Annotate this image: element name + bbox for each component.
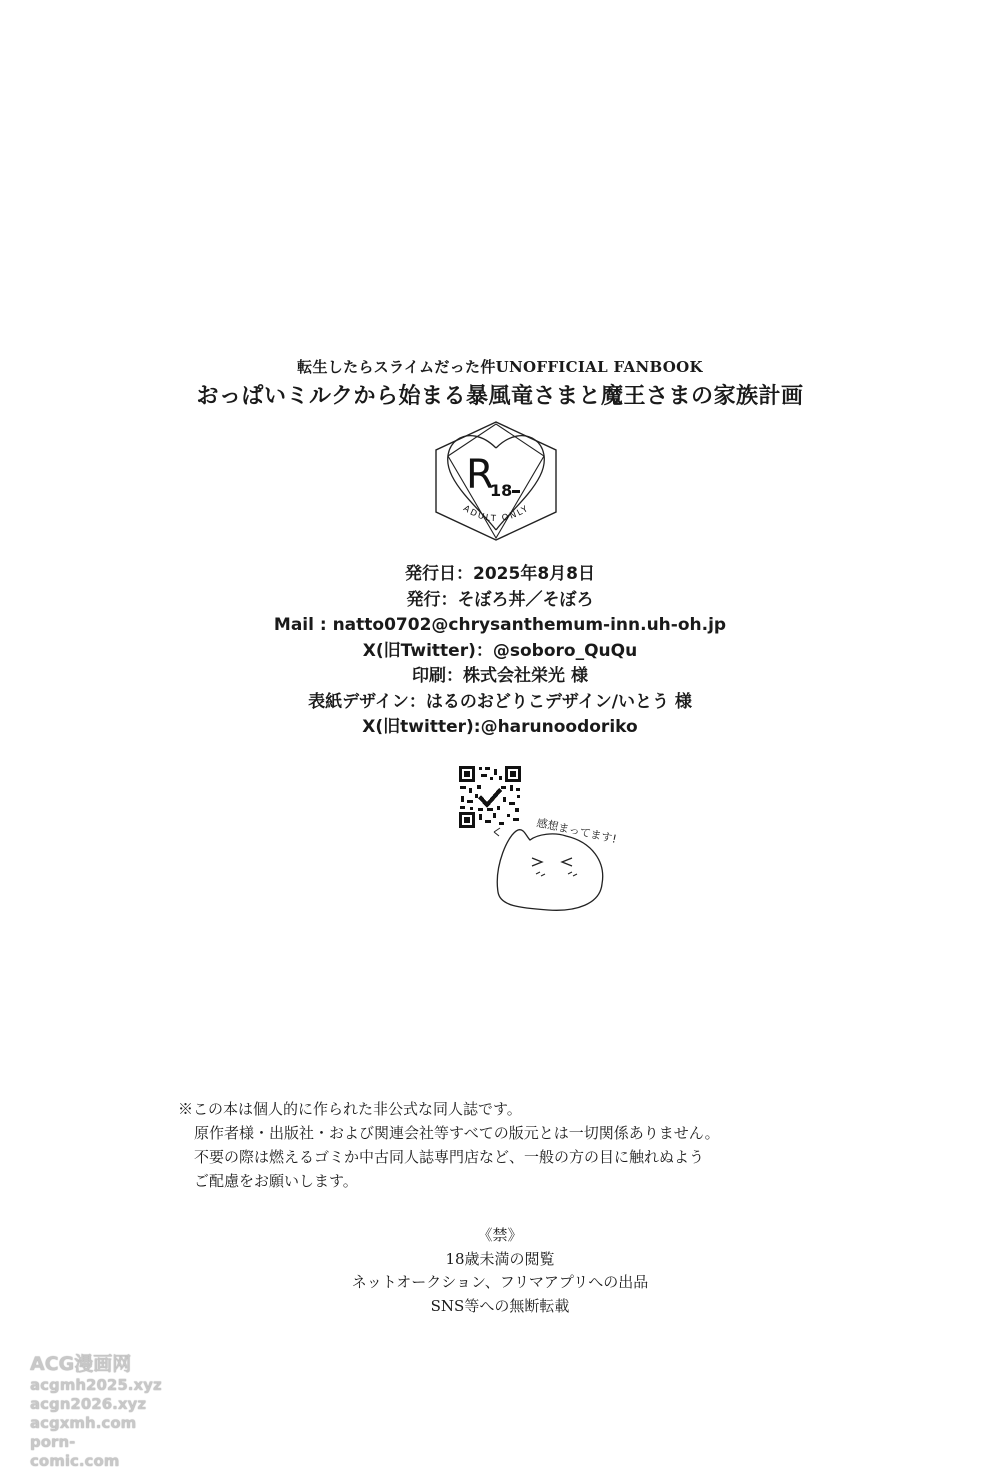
site-watermark [30,1353,162,1471]
prohibition-item: 18歳未満の閲覧 [445,1249,555,1268]
watermark-domain: porn-comic.com [30,1433,120,1470]
disclaimer-line: 不要の際は燃えるゴミか中古同人誌専門店など、一般の方の目に触れぬよう [194,1148,705,1166]
prohibitions-heading: 《禁》 [477,1226,523,1244]
doodle-speech-text: 感想まってます! [535,816,618,846]
slime-doodle-icon [488,800,633,925]
r18-caption: ADULT ONLY [461,503,532,525]
colophon-mail: Mail : natto0702@chrysanthemum-inn.uh-oh.jp [273,615,727,635]
book-title: おっぱいミルクから始まる暴風竜さまと魔王さまの家族計画 [196,383,804,409]
colophon [0,562,1000,741]
book-subtitle: 転生したらスライムだった件UNOFFICIAL FANBOOK [297,358,703,376]
colophon-publisher: 発行：そぼろ丼／そぼろ [406,589,594,610]
disclaimer-line: 原作者様・出版社・および関連会社等すべての版元とは一切関係ありません。 [194,1124,720,1142]
colophon-printer: 印刷：株式会社栄光 様 [412,666,588,686]
colophon-publish-date: 発行日：2025年8月8日 [405,564,595,584]
colophon-designer-x: X(旧twitter):@harunoodoriko [362,717,638,737]
watermark-domain: acgn2026.xyz [30,1395,147,1413]
colophon-cover-design: 表紙デザイン：はるのおどりこデザイン/いとう 様 [308,691,692,712]
r18-rating-icon [428,418,564,546]
watermark-logo: ACG漫画网 [30,1353,132,1375]
watermark-domain: acgmh2025.xyz [30,1376,162,1394]
disclaimer-notes [178,1097,878,1193]
r18-number: 18 [490,481,513,500]
colophon-x-account: X(旧Twitter)：@soboro_QuQu [362,640,638,661]
disclaimer-line: ご配慮をお願いします。 [194,1172,358,1190]
prohibitions [0,1224,1000,1318]
watermark-domain: acgxmh.com [30,1414,137,1432]
prohibition-item: SNS等への無断転載 [430,1296,570,1315]
r18-letter: R [466,452,494,498]
svg-text:ADULT ONLY [461,503,531,524]
prohibition-item: ネットオークション、フリマアプリへの出品 [351,1273,649,1291]
disclaimer-line: ※この本は個人的に作られた非公式な同人誌です。 [178,1100,522,1118]
